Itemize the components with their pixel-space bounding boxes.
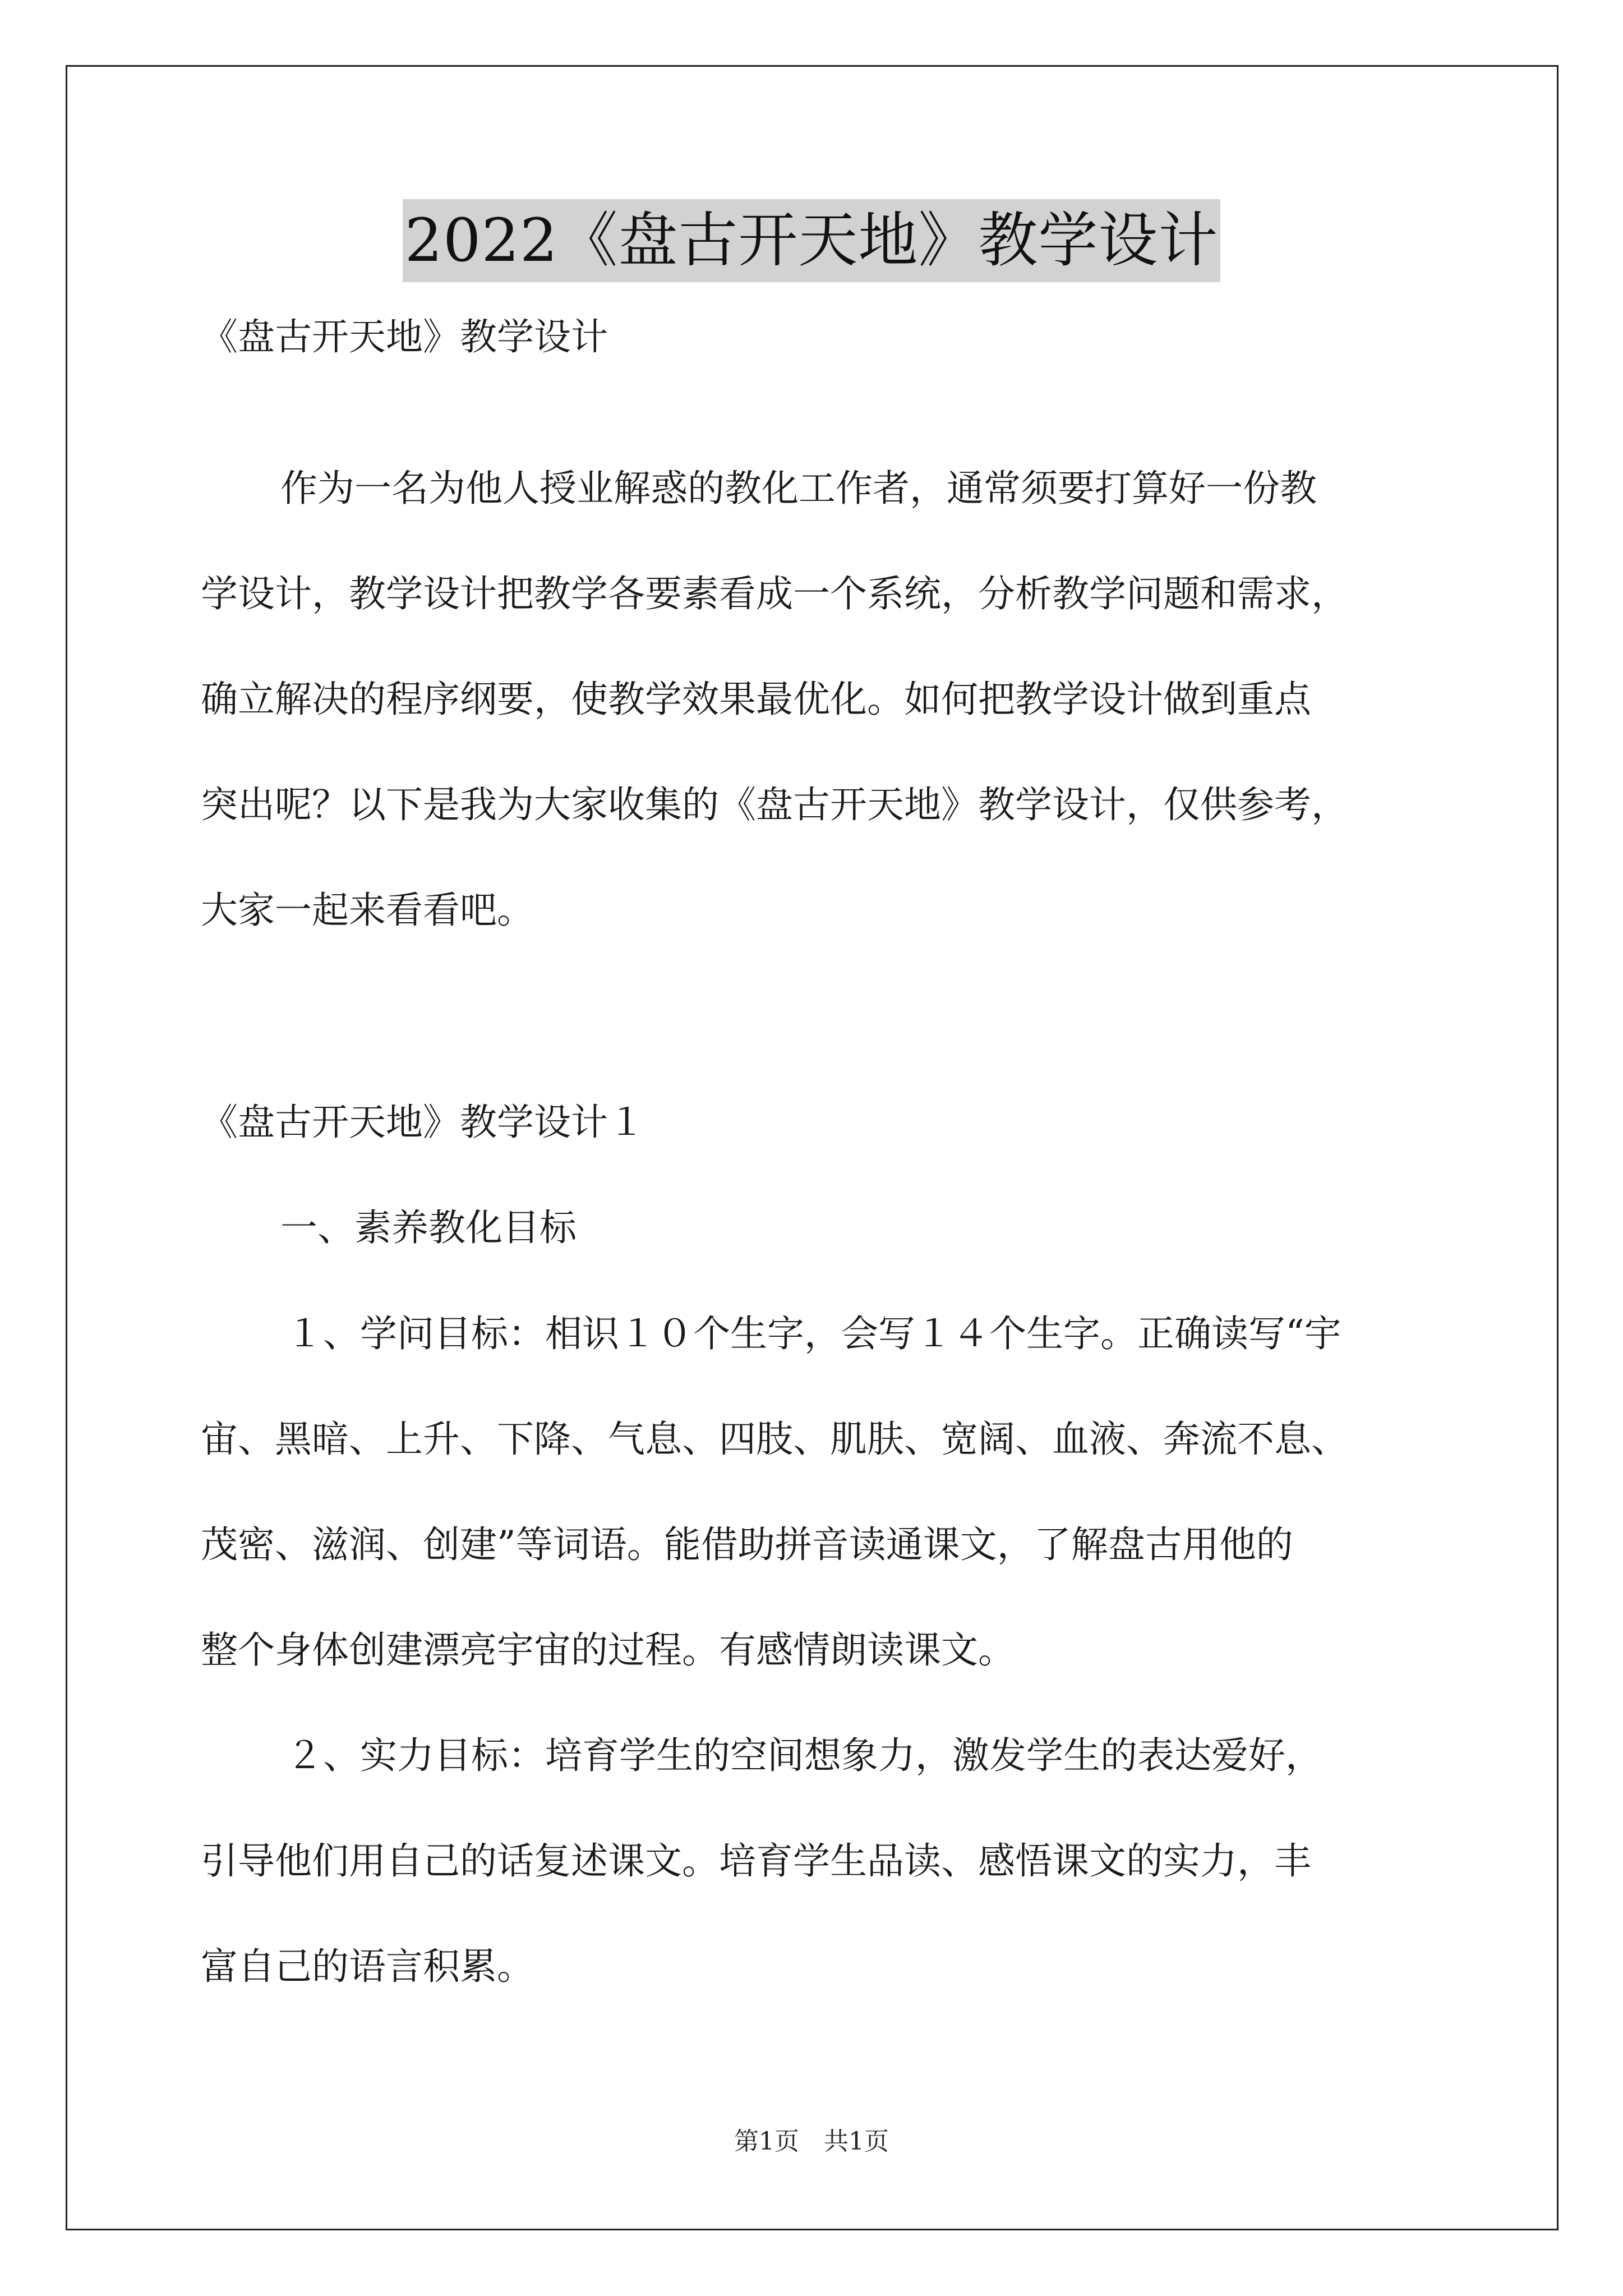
objective-line: 引导他们用自己的话复述课文。培育学生品读、感悟课文的实力，丰 bbox=[201, 1839, 1311, 1883]
intro-line: 确立解决的程序纲要，使教学效果最优化。如何把教学设计做到重点 bbox=[201, 678, 1311, 721]
objective-line: 茂密、滋润、创建”等词语。能借助拼音读通课文，了解盘古用他的 bbox=[201, 1523, 1293, 1566]
section-heading: 《盘古开天地》教学设计１ bbox=[201, 1101, 645, 1144]
intro-line: 作为一名为他人授业解惑的教化工作者，通常须要打算好一份教 bbox=[280, 467, 1317, 510]
objective-line: 宙、黑暗、上升、下降、气息、四肢、肌肤、宽阔、血液、奔流不息、 bbox=[201, 1418, 1348, 1461]
objective-line: ２、实力目标：培育学生的空间想象力，激发学生的表达爱好， bbox=[286, 1734, 1322, 1777]
objective-line: 富自己的语言积累。 bbox=[201, 1945, 534, 1988]
objective-line: １、学问目标：相识１０个生字，会写１４个生字。正确读写“宇 bbox=[286, 1312, 1341, 1355]
intro-line: 突出呢？以下是我为大家收集的《盘古开天地》教学设计，仅供参考， bbox=[201, 783, 1348, 826]
page-border bbox=[66, 65, 1559, 2230]
title-container bbox=[0, 199, 1623, 282]
objective-line: 整个身体创建漂亮宇宙的过程。有感情朗读课文。 bbox=[201, 1628, 1015, 1672]
objectives-heading: 一、素养教化目标 bbox=[280, 1206, 577, 1249]
intro-line: 大家一起来看看吧。 bbox=[201, 889, 534, 932]
document-title: 2022《盘古开天地》教学设计 bbox=[403, 199, 1221, 282]
intro-line: 学设计，教学设计把教学各要素看成一个系统，分析教学问题和需求， bbox=[201, 572, 1348, 615]
page-footer: 第1页 共1页 bbox=[734, 2127, 889, 2156]
subtitle: 《盘古开天地》教学设计 bbox=[201, 315, 608, 358]
